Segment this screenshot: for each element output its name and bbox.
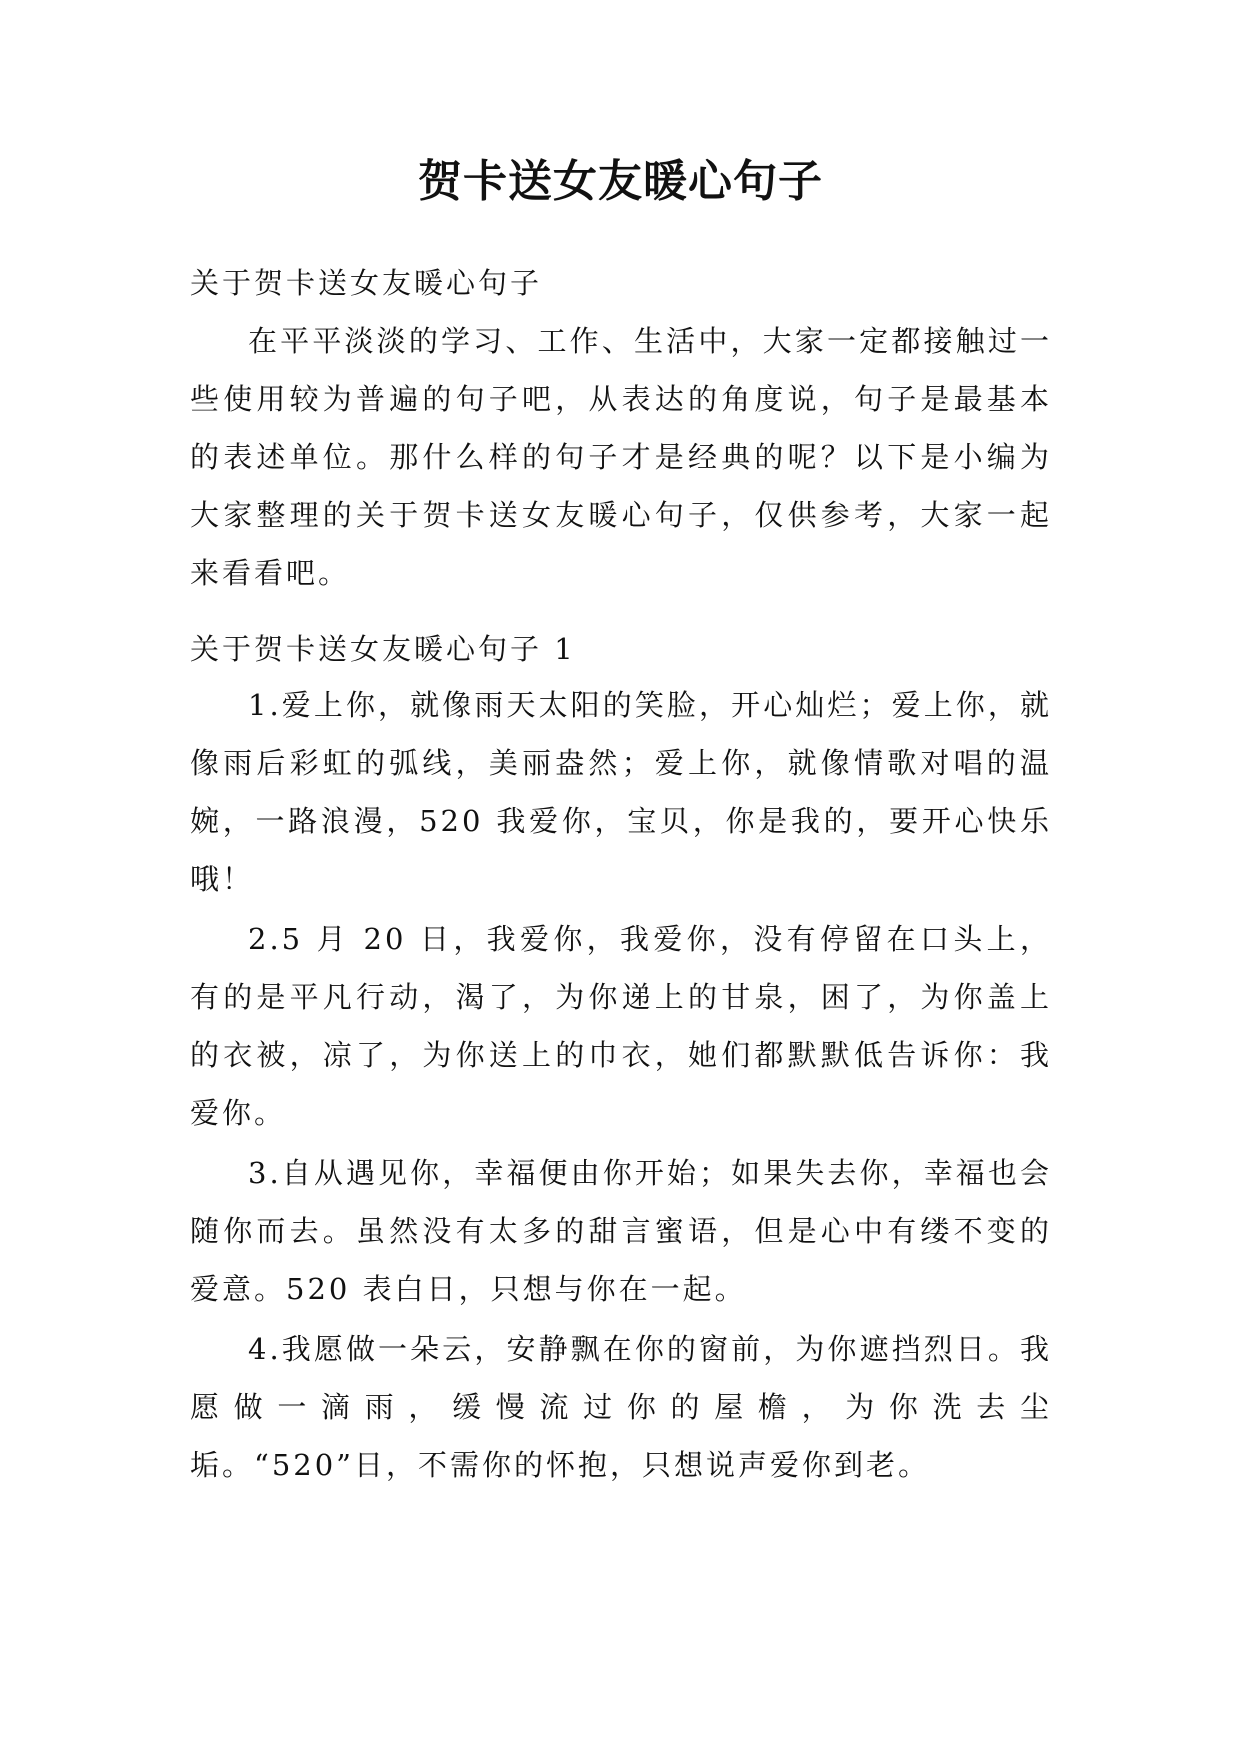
document-subtitle: 关于贺卡送女友暖心句子 xyxy=(190,266,543,300)
document-title: 贺卡送女友暖心句子 xyxy=(418,156,823,207)
list-item: 4.我愿做一朵云，安静飘在你的窗前，为你遮挡烈日。我愿做一滴雨，缓慢流过你的屋檐，为你洗去尘垢。“520”日，不需你的怀抱，只想说声爱你到老。 xyxy=(190,1332,1052,1482)
list-item: 3.自从遇见你，幸福便由你开始；如果失去你，幸福也会随你而去。虽然没有太多的甜言蜜语，但是心中有缕不变的爱意。520 表白日，只想与你在一起。 xyxy=(190,1156,1052,1306)
list-item: 1.爱上你，就像雨天太阳的笑脸，开心灿烂；爱上你，就像雨后彩虹的弧线，美丽盎然；爱上你，就像情歌对唱的温婉，一路浪漫，520 我爱你，宝贝，你是我的，要开心快乐哦！ xyxy=(190,688,1052,896)
list-item: 2.5 月 20 日，我爱你，我爱你，没有停留在口头上，有的是平凡行动，渴了，为你递上的甘泉，困了，为你盖上的衣被，凉了，为你送上的巾衣，她们都默默低告诉你：我爱你。 xyxy=(190,922,1052,1130)
section-heading: 关于贺卡送女友暖心句子 1 xyxy=(190,632,576,666)
intro-paragraph: 在平平淡淡的学习、工作、生活中，大家一定都接触过一些使用较为普遍的句子吧，从表达的角度说，句子是最基本的表述单位。那什么样的句子才是经典的呢？以下是小编为大家整理的关于贺卡送女友暖心句子，仅供参考，大家一起来看看吧。 xyxy=(190,324,1052,590)
